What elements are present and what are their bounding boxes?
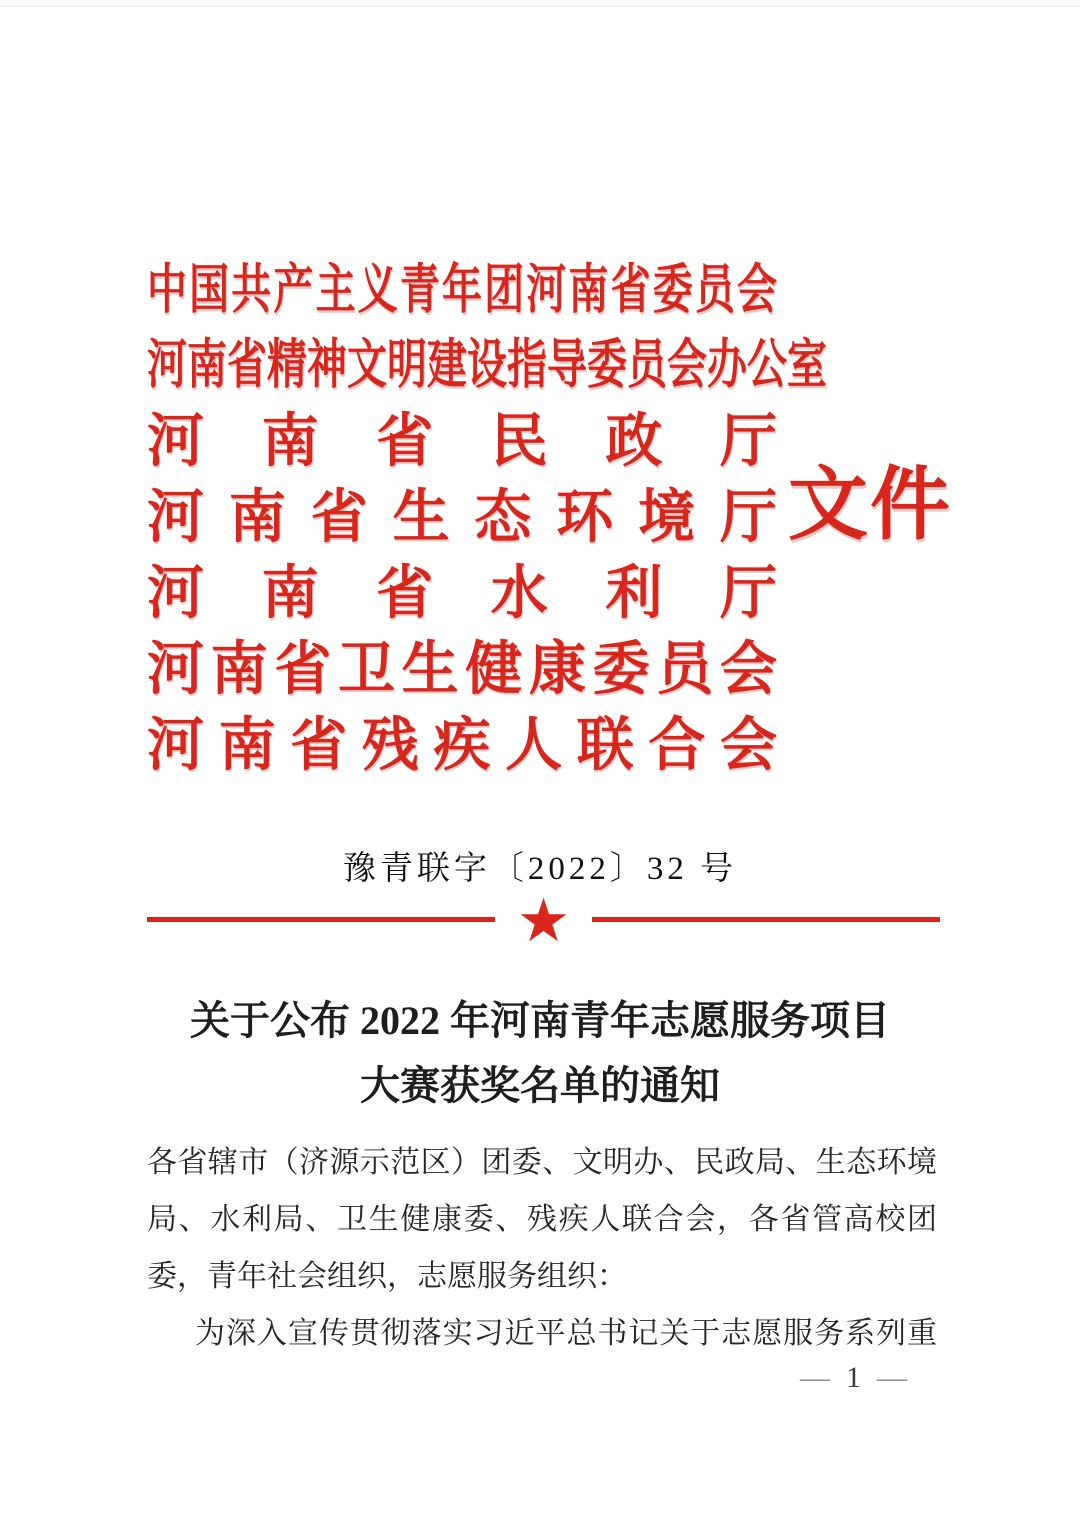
title-line-1: 关于公布 2022 年河南青年志愿服务项目 — [190, 998, 890, 1043]
separator-line-right — [592, 917, 940, 922]
agency-name: 河南省卫生健康委员会 — [147, 637, 777, 702]
title-line-2: 大赛获奖名单的通知 — [360, 1063, 720, 1108]
star-separator — [147, 886, 940, 956]
page-number-dash-left: — — [800, 1361, 830, 1394]
page-number-dash-right: — — [877, 1361, 907, 1394]
doc-number: 豫青联字〔2022〕32 号 — [342, 851, 738, 887]
agency-line — [147, 323, 827, 398]
agency-name: 河南省精神文明建设指导委员会办公室 — [147, 334, 827, 395]
page-number — [800, 1358, 907, 1398]
body-line: 为深入宣传贯彻落实习近平总书记关于志愿服务系列重 — [195, 1317, 937, 1350]
body-line: 局、水利局、卫生健康委、残疾人联合会，各省管高校团 — [147, 1203, 937, 1236]
agency-name: 河南省残疾人联合会 — [147, 713, 777, 778]
agency-name: 河南省水利厅 — [147, 561, 777, 626]
agency-header — [147, 248, 827, 778]
star-icon: ★ — [516, 886, 571, 956]
doc-type-label: 文件 — [788, 462, 952, 550]
agency-name: 中国共产主义青年团河南省委员会 — [147, 259, 777, 320]
agency-line — [147, 248, 777, 323]
agency-line — [147, 702, 777, 778]
separator-line-left — [147, 917, 495, 922]
document-title — [90, 988, 990, 1118]
agency-name: 河南省民政厅 — [147, 409, 777, 474]
agency-line — [147, 626, 777, 702]
agency-line — [147, 550, 777, 626]
agency-line — [147, 474, 777, 550]
scan-edge — [0, 0, 1080, 7]
body-text — [147, 1134, 937, 1362]
agency-line — [147, 398, 777, 474]
body-line: 委，青年社会组织，志愿服务组织： — [147, 1260, 627, 1293]
agency-name: 河南省生态环境厅 — [147, 485, 777, 550]
body-line: 各省辖市（济源示范区）团委、文明办、民政局、生态环境 — [147, 1146, 937, 1179]
page-number-value: 1 — [846, 1361, 861, 1394]
